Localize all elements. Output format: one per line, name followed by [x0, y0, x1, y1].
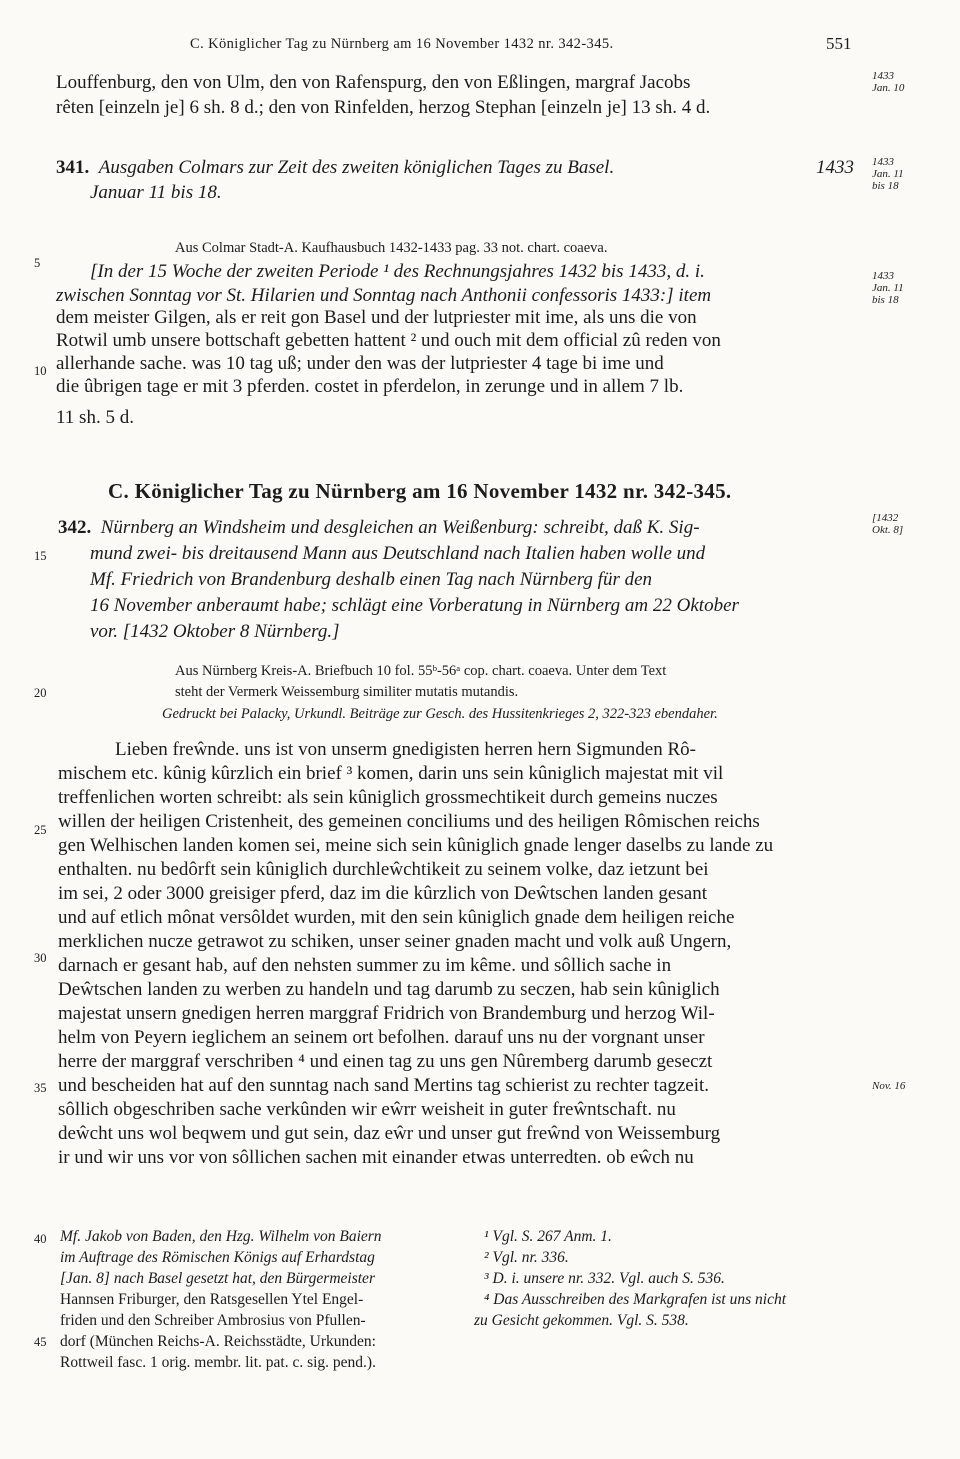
footnote-left-line-7: Rottweil fasc. 1 orig. membr. lit. pat. c. sig. pend.).: [60, 1354, 376, 1371]
line-number: 20: [34, 686, 47, 700]
entry-342-source-line-1: Aus Nürnberg Kreis-A. Briefbuch 10 fol. 55ᵇ-56ᵃ cop. chart. coaeva. Unter dem Text: [175, 663, 667, 679]
line-number: 10: [34, 364, 47, 378]
entry-342-body-line-2: mischem etc. kûnig kûrzlich ein brief ³ komen, darin uns sein kûniglich majestat mit vil: [58, 763, 724, 784]
footnote-1: ¹ Vgl. S. 267 Anm. 1.: [484, 1228, 612, 1245]
page-header: [0, 36, 960, 56]
footnotes-left: [60, 1226, 460, 1373]
line-number: 15: [34, 549, 47, 563]
margin-date-range: bis 18: [872, 294, 899, 306]
entry-342-body-line-11: Deŵtschen landen zu werben zu handeln und tag darumb zu seczen, hab sein kûniglich: [58, 979, 720, 1000]
line-number: 35: [34, 1081, 47, 1095]
line-number: 25: [34, 823, 47, 837]
entry-341-year: 1433: [816, 157, 854, 178]
entry-341-body-line-2: zwischen Sonntag vor St. Hilarien und Sonntag nach Anthonii confessoris 1433:] item: [56, 285, 712, 306]
margin-date-341-body: [872, 270, 904, 306]
section-heading: C. Königlicher Tag zu Nürnberg am 16 November 1432 nr. 342-345.: [108, 479, 732, 503]
entry-342-body-line-5: gen Welhischen landen komen sei, meine sich sein kûniglich gnade lenger daselbs zu lande zu: [58, 835, 774, 856]
entry-342-source-line-2: steht der Vermerk Weissemburg similiter mutatis mutandis.: [175, 684, 519, 700]
line-number: 30: [34, 951, 47, 965]
entry-342-title-line-1: [58, 516, 700, 540]
page-number: 551: [826, 34, 852, 53]
entry-341-title-line-2: Januar 11 bis 18.: [90, 182, 222, 203]
running-head: C. Königlicher Tag zu Nürnberg am 16 November 1432 nr. 342-345.: [190, 36, 614, 52]
footnote-4: ⁴ Das Ausschreiben des Markgrafen ist uns nicht: [484, 1291, 787, 1308]
entry-341-source: Aus Colmar Stadt-A. Kaufhausbuch 1432-1433 pag. 33 not. chart. coaeva.: [175, 240, 608, 256]
margin-date-year: [1432: [872, 512, 899, 524]
entry-342-body-line-1: Lieben freŵnde. uns ist von unserm gnedigisten herren hern Sigmunden Rô-: [115, 739, 696, 760]
margin-date-year: 1433: [872, 156, 894, 168]
entry-342-body-line-16: sôllich obgeschriben sache verkûnden wir eŵrr weisheit in guter freŵntschaft. nu: [58, 1099, 676, 1120]
margin-date-341: [872, 156, 904, 192]
footnote-left-line-5: friden und den Schreiber Ambrosius von Pfullen-: [60, 1312, 366, 1329]
margin-date-day: Jan. 10: [872, 82, 905, 94]
footnote-left-line-2: im Auftrage des Römischen Königs auf Erhardstag: [60, 1249, 375, 1266]
entry-342-body-line-17: deŵcht uns wol beqwem und gut sein, daz eŵr und unser gut freŵnd von Weissemburg: [58, 1123, 721, 1144]
footnote-3: ³ D. i. unsere nr. 332. Vgl. auch S. 536.: [484, 1270, 725, 1287]
entry-342-title-line-5: vor. [1432 Oktober 8 Nürnberg.]: [90, 621, 340, 642]
entry-341-body-line-6: die ûbrigen tage er mit 3 pferden. costet in pferdelon, in zerunge und in allem 7 lb.: [56, 376, 684, 397]
entry-342-body-line-15: und bescheiden hat auf den sunntag nach sand Mertins tag schierist zu rechter tagzeit.: [58, 1075, 710, 1096]
entry-342-title: Nürnberg an Windsheim und desgleichen an Weißenburg: schreibt, daß K. Sig-: [100, 517, 700, 538]
entry-341-number: 341.: [56, 157, 90, 178]
entry-341-body-line-3: dem meister Gilgen, als er reit gon Basel und der lutpriester mit ime, als uns die von: [56, 307, 697, 328]
entry-341-title: Ausgaben Colmars zur Zeit des zweiten königlichen Tages zu Basel.: [98, 157, 615, 178]
entry-342-source-line-3: Gedruckt bei Palacky, Urkundl. Beiträge zur Gesch. des Hussitenkrieges 2, 322-323 ebendaher.: [162, 706, 718, 722]
margin-date-day: Jan. 11: [872, 168, 904, 180]
footnote-2: ² Vgl. nr. 336.: [484, 1249, 569, 1266]
footnote-4-cont: zu Gesicht gekommen. Vgl. S. 538.: [474, 1312, 689, 1329]
entry-342-title-line-3: Mf. Friedrich von Brandenburg deshalb einen Tag nach Nürnberg für den: [90, 569, 653, 590]
footnote-left-line-4: Hannsen Friburger, den Ratsgesellen Ytel Engel-: [60, 1291, 364, 1308]
top-text-line-1: Louffenburg, den von Ulm, den von Rafenspurg, den von Eßlingen, margraf Jacobs: [56, 72, 691, 93]
top-text-line-2: rêten [einzeln je] 6 sh. 8 d.; den von Rinfelden, herzog Stephan [einzeln je] 13 sh. 4 d.: [56, 97, 711, 118]
margin-date-day: Okt. 8]: [872, 524, 904, 536]
entry-341-body-line-1: [In der 15 Woche der zweiten Periode ¹ des Rechnungsjahres 1432 bis 1433, d. i.: [90, 261, 705, 282]
margin-date-range: bis 18: [872, 180, 899, 192]
entry-342-body-line-9: merklichen nucze getrawot zu schiken, unser seiner gnaden macht und volk auß Ungern,: [58, 931, 732, 952]
footnote-left-line-1: Mf. Jakob von Baden, den Hzg. Wilhelm von Baiern: [60, 1228, 382, 1245]
entry-342-body-line-14: herre der marggraf verschriben ⁴ und einen tag zu uns gen Nûremberg darumb geseczt: [58, 1051, 713, 1072]
entry-342-body-line-18: ir und wir uns vor von sôllichen sachen mit einander etwas unterredten. ob eŵch nu: [58, 1147, 694, 1168]
footnote-left-line-6: dorf (München Reichs-A. Reichsstädte, Urkunden:: [60, 1333, 376, 1350]
margin-date-342: [872, 512, 903, 536]
entry-341-body-line-4: Rotwil umb unsere bottschaft gebetten hattent ² und ouch mit dem official zû reden von: [56, 330, 721, 351]
margin-date-year: 1433: [872, 270, 894, 282]
entry-342-body-line-13: helm von Peyern ieglichem an seinem ort befolhen. darauf uns nu der vorgnant unser: [58, 1027, 705, 1048]
margin-date-top: [872, 70, 904, 94]
entry-342-body-line-3: treffenlichen worten schreibt: als sein kûniglich grossmechtikeit durch gemeins nuczes: [58, 787, 718, 808]
footnote-left-line-3: [Jan. 8] nach Basel gesetzt hat, den Bürgermeister: [60, 1270, 375, 1287]
entry-342-body-line-12: majestat unsern gnedigen herren marggraf Fridrich von Brandemburg und herzog Wil-: [58, 1003, 715, 1024]
entry-342-title-line-2: mund zwei- bis dreitausend Mann aus Deutschland nach Italien haben wolle und: [90, 543, 706, 564]
entry-342-body-line-6: enthalten. nu bedôrft sein kûniglich durchleŵchtikeit zu seinem volke, daz ietzunt bei: [58, 859, 709, 880]
entry-342-number: 342.: [58, 517, 92, 538]
entry-342-body-line-4: willen der heiligen Cristenheit, des gemeinen conciliums und des heiligen Rômischen reichs: [58, 811, 760, 832]
margin-date-342-body: Nov. 16: [872, 1080, 906, 1092]
margin-date-day: Jan. 11: [872, 282, 904, 294]
line-number: 5: [34, 256, 41, 270]
entry-342-body-line-10: darnach er gesant hab, auf den nehsten summer zu im kême. und sôllich sache in: [58, 955, 672, 976]
entry-341-body-line-5: allerhande sache. was 10 tag uß; under den was der lutpriester 4 tage bi ime und: [56, 353, 664, 374]
line-number: 40: [34, 1232, 47, 1246]
entry-342-body-line-8: und auf etlich mônat versôldet wurden, mit den sein kûniglich gnade dem heiligen reiche: [58, 907, 735, 928]
entry-342-title-line-4: 16 November anberaumt habe; schlägt eine Vorberatung in Nürnberg am 22 Oktober: [90, 595, 739, 616]
entry-342-body-line-7: im sei, 2 oder 3000 greisiger pferd, daz im die kûrzlich von Deŵtschen landen gesant: [58, 883, 707, 904]
line-number: 45: [34, 1335, 47, 1349]
entry-341-title-line-1: [56, 156, 614, 180]
margin-date-year: 1433: [872, 70, 894, 82]
entry-341-body-line-7: 11 sh. 5 d.: [56, 407, 134, 428]
footnotes-right: [474, 1226, 914, 1331]
